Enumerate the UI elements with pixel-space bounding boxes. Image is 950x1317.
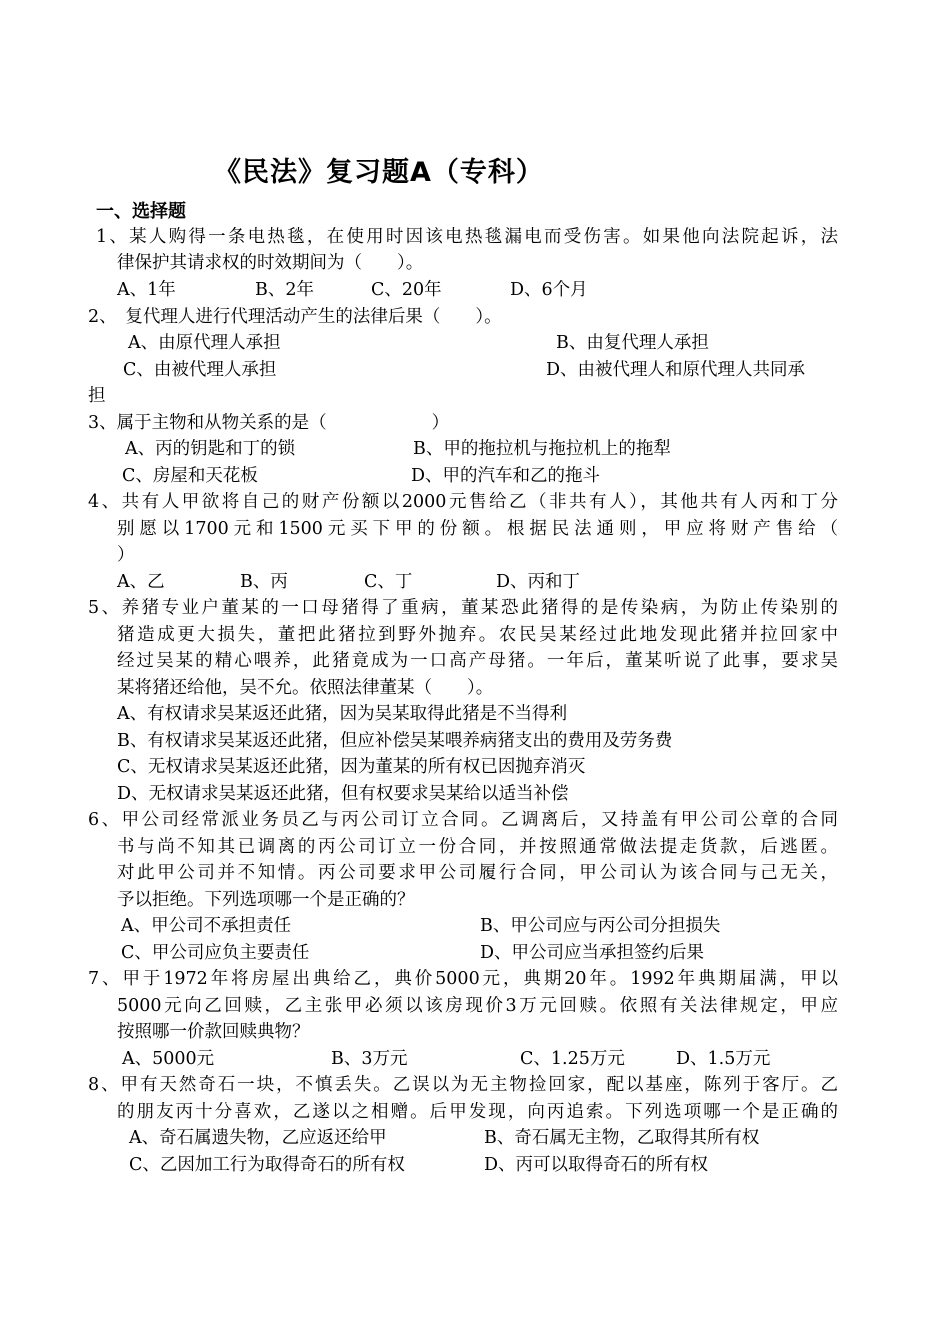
q2-option-d-wrap: 担 — [88, 386, 106, 406]
q8-stem-line2: 的朋友丙十分喜欢，乙遂以之相赠。后甲发现，向丙追索。下列选项哪一个是正确的 — [117, 1102, 838, 1122]
q3-option-b: B、甲的拖拉机与拖拉机上的拖犁 — [413, 439, 671, 459]
q5-stem-line1: 5、养猪专业户董某的一口母猪得了重病，董某恐此猪得的是传染病，为防止传染别的 — [88, 598, 838, 618]
q3-option-d: D、甲的汽车和乙的拖斗 — [411, 466, 601, 486]
q6-stem-line2: 书与尚不知其已调离的丙公司订立一份合同，并按照通常做法提走货款，后逃匿。 — [117, 837, 838, 857]
q7-option-b: B、3万元 — [331, 1049, 408, 1069]
q4-option-a: A、乙 — [117, 572, 165, 592]
q4-stem-line3: ） — [117, 545, 135, 565]
q2-option-a: A、由原代理人承担 — [128, 333, 281, 353]
q8-stem-line1: 8、甲有天然奇石一块，不慎丢失。乙误以为无主物捡回家，配以基座，陈列于客厅。乙 — [88, 1075, 838, 1095]
q2-option-c: C、由被代理人承担 — [123, 360, 277, 380]
q5-option-b: B、有权请求吴某返还此猪，但应补偿吴某喂养病猪支出的费用及劳务费 — [117, 731, 673, 751]
q2-option-b: B、由复代理人承担 — [556, 333, 709, 353]
q5-option-d: D、无权请求吴某返还此猪，但有权要求吴某给以适当补偿 — [117, 784, 569, 804]
q7-stem-line2: 5000元向乙回赎，乙主张甲必须以该房现价3万元回赎。依照有关法律规定，甲应 — [117, 996, 838, 1016]
q6-option-d: D、甲公司应当承担签约后果 — [480, 943, 705, 963]
q3-stem: 3、属于主物和从物关系的是（ ） — [88, 413, 450, 433]
q1-option-a: A、1年 — [117, 280, 176, 300]
q2-option-d: D、由被代理人和原代理人共同承 — [546, 360, 806, 380]
q1-stem-line2: 律保护其请求权的时效期间为（ ）。 — [117, 253, 424, 273]
q6-option-a: A、甲公司不承担责任 — [121, 916, 292, 936]
q4-option-b: B、丙 — [240, 572, 288, 592]
q4-stem-line1: 4、共有人甲欲将自己的财产份额以2000元售给乙（非共有人），其他共有人丙和丁分 — [88, 492, 838, 512]
q6-stem-line3: 对此甲公司并不知情。丙公司要求甲公司履行合同，甲公司认为该合同与己无关， — [117, 863, 838, 883]
q1-option-b: B、2年 — [255, 280, 314, 300]
q7-stem-line1: 7、甲于1972年将房屋出典给乙，典价5000元，典期20年。1992年典期届满，甲以 — [88, 969, 838, 989]
q6-stem-line4: 予以拒绝。下列选项哪一个是正确的？ — [117, 890, 415, 910]
document-title: 《民法》复习题A（专科） — [214, 157, 544, 188]
q2-stem: 2、 复代理人进行代理活动产生的法律后果（ ）。 — [88, 307, 502, 327]
q1-stem-line1: 1、某人购得一条电热毯，在使用时因该电热毯漏电而受伤害。如果他向法院起诉，法 — [96, 227, 838, 247]
q5-stem-line3: 经过吴某的精心喂养，此猪竟成为一口高产母猪。一年后，董某听说了此事，要求吴 — [117, 651, 838, 671]
q5-stem-line2: 猪造成更大损失，董把此猪拉到野外抛弃。农民吴某经过此地发现此猪并拉回家中 — [117, 625, 838, 645]
q8-option-c: C、乙因加工行为取得奇石的所有权 — [129, 1155, 405, 1175]
q6-option-b: B、甲公司应与丙公司分担损失 — [480, 916, 721, 936]
q3-option-a: A、丙的钥匙和丁的锁 — [125, 439, 296, 459]
q4-option-d: D、丙和丁 — [496, 572, 581, 592]
q4-option-c: C、丁 — [364, 572, 413, 592]
q5-option-c: C、无权请求吴某返还此猪，因为董某的所有权已因抛弃消灭 — [117, 757, 586, 777]
q5-option-a: A、有权请求吴某返还此猪，因为吴某取得此猪是不当得利 — [117, 704, 568, 724]
section-heading: 一、选择题 — [96, 201, 186, 222]
q5-stem-line4: 某将猪还给他，吴不允。依照法律董某（ ）。 — [117, 678, 494, 698]
q1-option-d: D、6个月 — [510, 280, 588, 300]
q8-option-b: B、奇石属无主物，乙取得其所有权 — [484, 1128, 760, 1148]
q7-option-a: A、5000元 — [122, 1049, 215, 1069]
q6-option-c: C、甲公司应负主要责任 — [121, 943, 310, 963]
q8-option-d: D、丙可以取得奇石的所有权 — [484, 1155, 709, 1175]
q6-stem-line1: 6、甲公司经常派业务员乙与丙公司订立合同。乙调离后，又持盖有甲公司公章的合同 — [88, 810, 838, 830]
q3-option-c: C、房屋和天花板 — [122, 466, 258, 486]
q8-option-a: A、奇石属遗失物，乙应返还给甲 — [129, 1128, 387, 1148]
q1-option-c: C、20年 — [371, 280, 442, 300]
q7-option-d: D、1.5万元 — [676, 1049, 771, 1069]
q7-option-c: C、1.25万元 — [520, 1049, 625, 1069]
q7-stem-line3: 按照哪一价款回赎典物？ — [117, 1022, 310, 1042]
q4-stem-line2: 别愿以1700元和1500元买下甲的份额。根据民法通则，甲应将财产售给（ — [117, 519, 838, 539]
